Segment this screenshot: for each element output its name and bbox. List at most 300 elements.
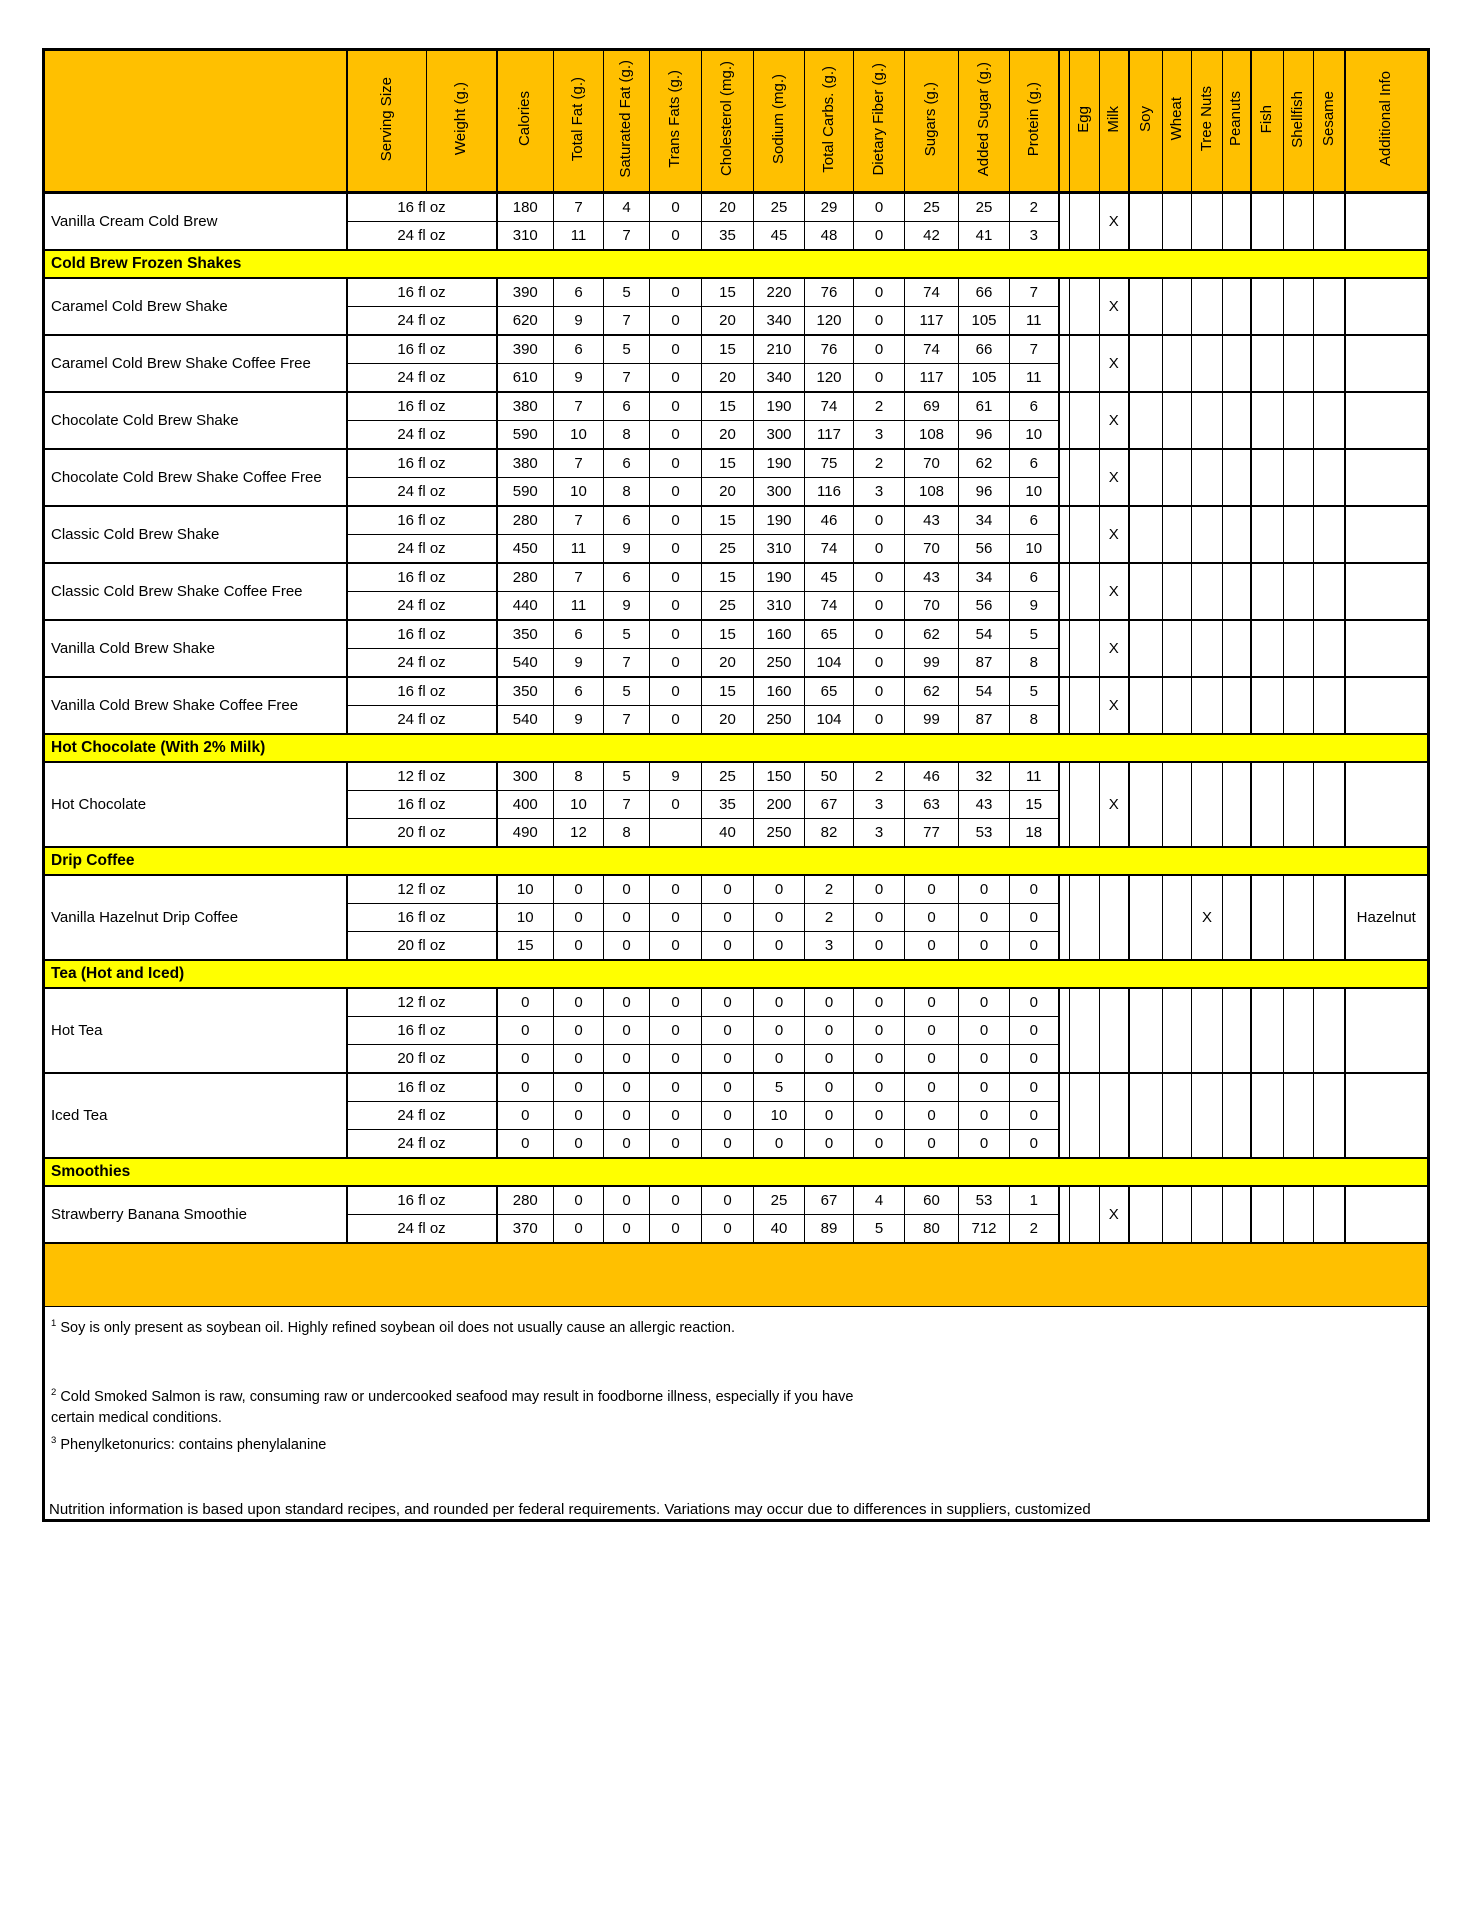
value-cell: 66	[959, 278, 1010, 307]
allergen-cell-peanuts	[1223, 1073, 1251, 1158]
allergen-cell-sesame	[1314, 875, 1345, 960]
value-cell: 0	[905, 904, 959, 932]
value-cell: 9	[1010, 592, 1059, 621]
item-name: Vanilla Hazelnut Drip Coffee	[44, 875, 347, 960]
value-cell: 25	[905, 193, 959, 222]
value-cell: 7	[554, 449, 604, 478]
allergen-cell-egg	[1070, 392, 1100, 449]
value-cell: 15	[1010, 791, 1059, 819]
item-name: Chocolate Cold Brew Shake	[44, 392, 347, 449]
value-cell: 0	[650, 392, 702, 421]
additional-info-cell	[1345, 1073, 1429, 1158]
value-cell: 0	[854, 988, 905, 1017]
serving-size-cell: 16 fl oz	[347, 791, 497, 819]
footnotes-row	[44, 1307, 1429, 1521]
value-cell: 0	[854, 563, 905, 592]
value-cell: 0	[905, 932, 959, 961]
value-cell: 0	[959, 1102, 1010, 1130]
footnote-1	[45, 1317, 1427, 1340]
value-cell: 400	[497, 791, 554, 819]
value-cell: 25	[959, 193, 1010, 222]
spacer-cell	[1059, 875, 1070, 960]
additional-info-cell	[1345, 563, 1429, 620]
allergen-cell-milk: X	[1100, 335, 1129, 392]
bottom-note: Nutrition information is based upon standard recipes, and rounded per federal requirements. Variations may occur due to differences in suppliers, customized	[49, 1501, 1091, 1518]
allergen-cell-peanuts	[1223, 193, 1251, 251]
value-cell: 18	[1010, 819, 1059, 848]
value-cell: 350	[497, 677, 554, 706]
value-cell: 0	[650, 307, 702, 336]
column-header-cholesterol-mg: Cholesterol (mg.)	[702, 50, 754, 193]
serving-size-cell: 16 fl oz	[347, 335, 497, 364]
column-header-fish: Fish	[1251, 50, 1284, 193]
spacer-cell	[1059, 278, 1070, 335]
value-cell: 0	[754, 1130, 805, 1159]
allergen-cell-wheat	[1163, 1186, 1192, 1243]
serving-size-cell: 16 fl oz	[347, 677, 497, 706]
allergen-cell-fish	[1251, 506, 1284, 563]
section-header	[44, 250, 1429, 278]
column-header-peanuts: Peanuts	[1223, 50, 1251, 193]
allergen-cell-milk	[1100, 1073, 1129, 1158]
value-cell: 0	[854, 677, 905, 706]
section-header-label: Cold Brew Frozen Shakes	[44, 250, 1429, 278]
allergen-cell-peanuts	[1223, 677, 1251, 734]
item-name: Classic Cold Brew Shake	[44, 506, 347, 563]
value-cell: 9	[554, 706, 604, 735]
value-cell: 9	[650, 762, 702, 791]
value-cell: 6	[604, 563, 650, 592]
allergen-cell-milk	[1100, 988, 1129, 1073]
serving-size-cell: 12 fl oz	[347, 762, 497, 791]
item-name: Chocolate Cold Brew Shake Coffee Free	[44, 449, 347, 506]
value-cell: 2	[805, 875, 854, 904]
value-cell: 0	[554, 1045, 604, 1074]
value-cell: 63	[905, 791, 959, 819]
allergen-cell-sesame	[1314, 1073, 1345, 1158]
value-cell: 8	[604, 421, 650, 450]
value-cell: 0	[650, 620, 702, 649]
value-cell: 0	[1010, 932, 1059, 961]
value-cell: 0	[554, 904, 604, 932]
footnote-2-marker: 2	[51, 1386, 57, 1398]
allergen-cell-sesame	[1314, 762, 1345, 847]
allergen-cell-egg	[1070, 449, 1100, 506]
allergen-cell-soy	[1129, 335, 1163, 392]
allergen-cell-milk: X	[1100, 563, 1129, 620]
value-cell: 0	[604, 1215, 650, 1244]
value-cell: 0	[650, 506, 702, 535]
value-cell: 2	[854, 392, 905, 421]
allergen-cell-peanuts	[1223, 875, 1251, 960]
additional-info-cell	[1345, 1186, 1429, 1243]
value-cell: 70	[905, 592, 959, 621]
allergen-cell-wheat	[1163, 620, 1192, 677]
value-cell: 0	[959, 1045, 1010, 1074]
value-cell: 5	[854, 1215, 905, 1244]
allergen-cell-shellfish	[1284, 988, 1314, 1073]
footnote-3-marker: 3	[51, 1434, 57, 1446]
value-cell: 60	[905, 1186, 959, 1215]
value-cell: 7	[604, 307, 650, 336]
value-cell: 96	[959, 421, 1010, 450]
value-cell: 35	[702, 791, 754, 819]
value-cell: 0	[650, 677, 702, 706]
value-cell: 25	[702, 535, 754, 564]
value-cell: 3	[854, 421, 905, 450]
additional-info-cell	[1345, 449, 1429, 506]
value-cell: 76	[805, 335, 854, 364]
column-header-tree-nuts: Tree Nuts	[1192, 50, 1223, 193]
value-cell: 0	[554, 1130, 604, 1159]
value-cell: 0	[702, 1045, 754, 1074]
value-cell: 7	[604, 706, 650, 735]
spacer-column-header	[1059, 50, 1070, 193]
value-cell: 180	[497, 193, 554, 222]
serving-size-cell: 20 fl oz	[347, 932, 497, 961]
value-cell: 160	[754, 677, 805, 706]
allergen-cell-peanuts	[1223, 278, 1251, 335]
serving-size-cell: 24 fl oz	[347, 222, 497, 251]
value-cell: 340	[754, 307, 805, 336]
value-cell: 0	[854, 1073, 905, 1102]
allergen-cell-wheat	[1163, 875, 1192, 960]
value-cell: 11	[1010, 364, 1059, 393]
value-cell: 62	[905, 677, 959, 706]
allergen-cell-egg	[1070, 677, 1100, 734]
value-cell: 40	[702, 819, 754, 848]
value-cell: 0	[905, 1073, 959, 1102]
value-cell: 2	[1010, 1215, 1059, 1244]
item-name: Hot Chocolate	[44, 762, 347, 847]
serving-size-cell: 16 fl oz	[347, 563, 497, 592]
value-cell: 0	[959, 1130, 1010, 1159]
table-row	[44, 506, 1429, 535]
value-cell: 65	[805, 677, 854, 706]
allergen-cell-soy	[1129, 988, 1163, 1073]
serving-size-cell: 16 fl oz	[347, 449, 497, 478]
allergen-cell-soy	[1129, 1073, 1163, 1158]
value-cell: 104	[805, 706, 854, 735]
value-cell: 15	[702, 506, 754, 535]
value-cell: 0	[905, 875, 959, 904]
value-cell: 7	[554, 392, 604, 421]
allergen-cell-shellfish	[1284, 875, 1314, 960]
value-cell: 0	[604, 932, 650, 961]
spacer-cell	[1059, 1073, 1070, 1158]
value-cell: 20	[702, 193, 754, 222]
item-name: Caramel Cold Brew Shake Coffee Free	[44, 335, 347, 392]
value-cell: 190	[754, 392, 805, 421]
column-header-egg: Egg	[1070, 50, 1100, 193]
allergen-cell-tree-nuts	[1192, 278, 1223, 335]
spacer-cell	[1059, 620, 1070, 677]
allergen-cell-peanuts	[1223, 563, 1251, 620]
value-cell: 7	[604, 649, 650, 678]
value-cell: 40	[754, 1215, 805, 1244]
serving-size-cell: 24 fl oz	[347, 307, 497, 336]
spacer-cell	[1059, 193, 1070, 251]
value-cell: 0	[1010, 988, 1059, 1017]
value-cell: 280	[497, 563, 554, 592]
serving-size-cell: 24 fl oz	[347, 421, 497, 450]
value-cell: 0	[650, 649, 702, 678]
allergen-cell-milk: X	[1100, 449, 1129, 506]
allergen-cell-shellfish	[1284, 335, 1314, 392]
value-cell: 48	[805, 222, 854, 251]
footnote-1-marker: 1	[51, 1318, 57, 1329]
allergen-cell-tree-nuts	[1192, 193, 1223, 251]
value-cell: 9	[554, 364, 604, 393]
additional-info-cell	[1345, 620, 1429, 677]
table-row	[44, 1186, 1429, 1215]
value-cell: 300	[497, 762, 554, 791]
column-header-serving-size: Serving Size	[347, 50, 427, 193]
value-cell: 66	[959, 335, 1010, 364]
value-cell: 54	[959, 620, 1010, 649]
value-cell: 0	[854, 1130, 905, 1159]
column-header-saturated-fat-g: Saturated Fat (g.)	[604, 50, 650, 193]
value-cell: 0	[650, 988, 702, 1017]
value-cell: 0	[604, 1186, 650, 1215]
value-cell: 120	[805, 364, 854, 393]
allergen-cell-egg	[1070, 762, 1100, 847]
value-cell: 0	[854, 506, 905, 535]
allergen-cell-sesame	[1314, 193, 1345, 251]
value-cell: 0	[702, 1130, 754, 1159]
additional-info-cell	[1345, 677, 1429, 734]
value-cell: 1	[1010, 1186, 1059, 1215]
value-cell: 0	[754, 904, 805, 932]
column-header-sesame: Sesame	[1314, 50, 1345, 193]
value-cell: 0	[554, 932, 604, 961]
value-cell: 0	[554, 1215, 604, 1244]
value-cell: 70	[905, 535, 959, 564]
value-cell: 0	[650, 421, 702, 450]
value-cell: 0	[650, 1045, 702, 1074]
value-cell: 116	[805, 478, 854, 507]
spacer-cell	[1059, 677, 1070, 734]
serving-size-cell: 24 fl oz	[347, 1102, 497, 1130]
nutrition-table	[42, 48, 1430, 1522]
value-cell: 0	[650, 706, 702, 735]
value-cell: 300	[754, 478, 805, 507]
value-cell: 0	[702, 988, 754, 1017]
value-cell: 0	[554, 875, 604, 904]
allergen-cell-wheat	[1163, 193, 1192, 251]
allergen-cell-shellfish	[1284, 392, 1314, 449]
value-cell: 7	[554, 563, 604, 592]
allergen-cell-fish	[1251, 278, 1284, 335]
value-cell: 0	[650, 478, 702, 507]
value-cell: 0	[1010, 904, 1059, 932]
spacer-cell	[1059, 506, 1070, 563]
allergen-cell-sesame	[1314, 677, 1345, 734]
allergen-cell-sesame	[1314, 988, 1345, 1073]
value-cell: 74	[805, 535, 854, 564]
value-cell: 0	[650, 335, 702, 364]
value-cell: 43	[905, 506, 959, 535]
allergen-cell-milk: X	[1100, 278, 1129, 335]
allergen-cell-wheat	[1163, 1073, 1192, 1158]
value-cell: 75	[805, 449, 854, 478]
value-cell: 7	[604, 364, 650, 393]
allergen-cell-tree-nuts	[1192, 449, 1223, 506]
additional-info-cell	[1345, 988, 1429, 1073]
allergen-cell-egg	[1070, 193, 1100, 251]
value-cell: 76	[805, 278, 854, 307]
value-cell: 45	[805, 563, 854, 592]
value-cell: 67	[805, 791, 854, 819]
value-cell: 390	[497, 278, 554, 307]
additional-info-cell	[1345, 193, 1429, 251]
table-row	[44, 988, 1429, 1017]
allergen-cell-tree-nuts	[1192, 620, 1223, 677]
value-cell: 0	[497, 1017, 554, 1045]
value-cell: 0	[854, 335, 905, 364]
value-cell: 89	[805, 1215, 854, 1244]
value-cell: 0	[554, 988, 604, 1017]
value-cell: 0	[497, 1102, 554, 1130]
value-cell: 6	[554, 278, 604, 307]
value-cell: 10	[1010, 535, 1059, 564]
value-cell: 0	[805, 988, 854, 1017]
allergen-cell-sesame	[1314, 335, 1345, 392]
value-cell: 6	[604, 506, 650, 535]
item-name: Caramel Cold Brew Shake	[44, 278, 347, 335]
value-cell: 80	[905, 1215, 959, 1244]
serving-size-cell: 16 fl oz	[347, 904, 497, 932]
value-cell: 300	[754, 421, 805, 450]
value-cell: 0	[604, 1102, 650, 1130]
value-cell: 0	[805, 1073, 854, 1102]
allergen-cell-wheat	[1163, 563, 1192, 620]
value-cell: 0	[604, 875, 650, 904]
value-cell: 5	[604, 335, 650, 364]
value-cell: 0	[754, 875, 805, 904]
allergen-cell-tree-nuts	[1192, 988, 1223, 1073]
section-header	[44, 1158, 1429, 1186]
allergen-cell-egg	[1070, 620, 1100, 677]
allergen-cell-soy	[1129, 449, 1163, 506]
allergen-cell-tree-nuts	[1192, 762, 1223, 847]
serving-size-cell: 24 fl oz	[347, 649, 497, 678]
value-cell: 0	[854, 904, 905, 932]
section-header	[44, 960, 1429, 988]
value-cell: 4	[854, 1186, 905, 1215]
value-cell: 11	[554, 592, 604, 621]
value-cell: 5	[604, 762, 650, 791]
additional-info-cell	[1345, 506, 1429, 563]
allergen-cell-soy	[1129, 563, 1163, 620]
value-cell: 0	[959, 988, 1010, 1017]
value-cell: 67	[805, 1186, 854, 1215]
value-cell: 74	[805, 592, 854, 621]
value-cell: 0	[650, 535, 702, 564]
value-cell: 490	[497, 819, 554, 848]
value-cell: 0	[805, 1130, 854, 1159]
value-cell: 82	[805, 819, 854, 848]
value-cell: 0	[650, 449, 702, 478]
allergen-cell-tree-nuts	[1192, 1073, 1223, 1158]
value-cell: 34	[959, 563, 1010, 592]
value-cell: 0	[905, 1130, 959, 1159]
allergen-cell-tree-nuts	[1192, 1186, 1223, 1243]
value-cell: 0	[905, 988, 959, 1017]
value-cell: 117	[905, 364, 959, 393]
allergen-cell-wheat	[1163, 449, 1192, 506]
value-cell: 20	[702, 364, 754, 393]
value-cell: 190	[754, 506, 805, 535]
value-cell: 50	[805, 762, 854, 791]
value-cell: 9	[604, 535, 650, 564]
allergen-cell-soy	[1129, 193, 1163, 251]
column-header-sugars-g: Sugars (g.)	[905, 50, 959, 193]
allergen-cell-peanuts	[1223, 449, 1251, 506]
value-cell: 8	[604, 478, 650, 507]
allergen-cell-shellfish	[1284, 563, 1314, 620]
serving-size-cell: 12 fl oz	[347, 988, 497, 1017]
serving-size-cell: 16 fl oz	[347, 278, 497, 307]
column-header-milk: Milk	[1100, 50, 1129, 193]
allergen-cell-tree-nuts: X	[1192, 875, 1223, 960]
value-cell: 390	[497, 335, 554, 364]
allergen-cell-shellfish	[1284, 193, 1314, 251]
allergen-cell-shellfish	[1284, 1073, 1314, 1158]
column-header-dietary-fiber-g: Dietary Fiber (g.)	[854, 50, 905, 193]
value-cell: 11	[554, 222, 604, 251]
value-cell: 380	[497, 449, 554, 478]
allergen-cell-peanuts	[1223, 335, 1251, 392]
allergen-cell-soy	[1129, 392, 1163, 449]
value-cell: 25	[702, 762, 754, 791]
value-cell: 0	[650, 563, 702, 592]
serving-size-cell: 16 fl oz	[347, 392, 497, 421]
value-cell: 440	[497, 592, 554, 621]
allergen-cell-milk: X	[1100, 620, 1129, 677]
serving-size-cell: 20 fl oz	[347, 1045, 497, 1074]
table-row	[44, 762, 1429, 791]
column-header-protein-g: Protein (g.)	[1010, 50, 1059, 193]
value-cell: 220	[754, 278, 805, 307]
spacer-cell	[1059, 335, 1070, 392]
value-cell: 20	[702, 478, 754, 507]
allergen-cell-sesame	[1314, 1186, 1345, 1243]
value-cell: 610	[497, 364, 554, 393]
table-row	[44, 335, 1429, 364]
value-cell: 0	[754, 988, 805, 1017]
value-cell: 108	[905, 478, 959, 507]
value-cell: 0	[702, 1186, 754, 1215]
additional-info-cell	[1345, 278, 1429, 335]
serving-size-cell: 16 fl oz	[347, 1186, 497, 1215]
allergen-cell-shellfish	[1284, 677, 1314, 734]
allergen-cell-peanuts	[1223, 620, 1251, 677]
value-cell: 310	[754, 535, 805, 564]
allergen-cell-milk	[1100, 875, 1129, 960]
column-header-total-fat-g: Total Fat (g.)	[554, 50, 604, 193]
value-cell: 12	[554, 819, 604, 848]
allergen-cell-sesame	[1314, 506, 1345, 563]
value-cell: 7	[554, 193, 604, 222]
value-cell: 3	[854, 819, 905, 848]
footnotes-cell	[44, 1307, 1429, 1521]
column-header-added-sugar-g: Added Sugar (g.)	[959, 50, 1010, 193]
additional-info-cell	[1345, 392, 1429, 449]
allergen-cell-peanuts	[1223, 988, 1251, 1073]
item-name: Hot Tea	[44, 988, 347, 1073]
value-cell: 3	[854, 478, 905, 507]
